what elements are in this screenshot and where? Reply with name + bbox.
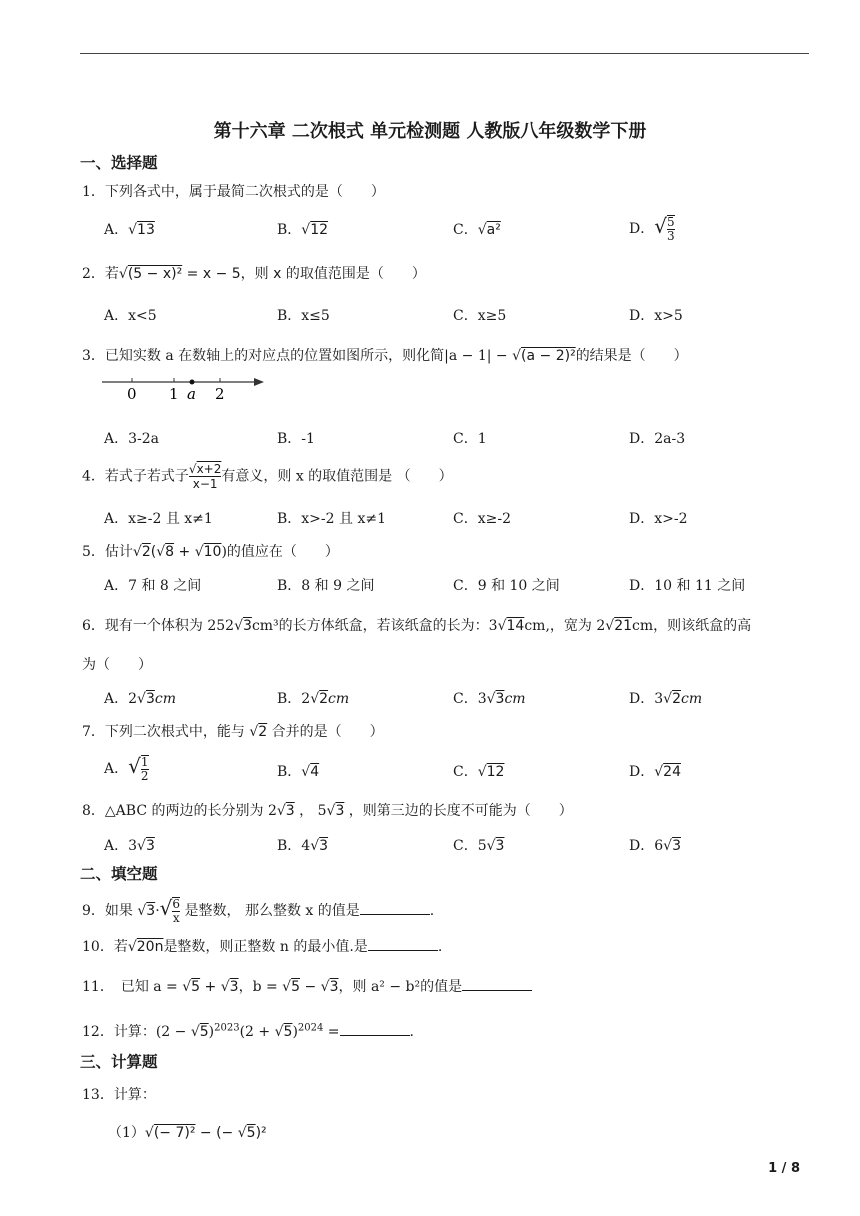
question-11: 11． 已知 a = √5 + √3，b = √5 − √3，则 a² − b²的值是 (82, 976, 532, 996)
question-12: 12．计算：$(2 - √5)^{2023}(2 + √5)^{2024}$ = . (82, 1022, 414, 1040)
question-1: 1．下列各式中，属于最简二次根式的是（ ） (82, 184, 385, 200)
q5-option-b[interactable]: B．8 和 9 之间 (277, 578, 375, 594)
q7-option-d[interactable]: D．√24 (629, 764, 681, 780)
tick-label-1: 1 (169, 385, 179, 403)
question-3: 3．已知实数 a 在数轴上的对应点的位置如图所示，则化简|a − 1| − √(a − 2)²的结果是（ ） (82, 348, 688, 364)
question-9: 9．如果 √3·√ $\frac{6}{x}$ 是整数， 那么整数 x 的值是 . (82, 896, 435, 925)
document-title: 第十六章 二次根式 单元检测题 人教版八年级数学下册 (213, 121, 647, 142)
section-heading-fill: 二、填空题 (80, 865, 158, 883)
header-rule (80, 53, 809, 54)
section-heading-choice: 一、选择题 (80, 154, 158, 172)
q8-option-d[interactable]: D．6√3 (629, 838, 681, 854)
question-2: 2．若√(5 − x)² = x − 5，则 x 的取值范围是（ ） (82, 266, 426, 282)
q7-option-b[interactable]: B．√4 (277, 764, 320, 780)
q4-option-c[interactable]: C．x≥-2 (453, 511, 511, 527)
q4-option-b[interactable]: B．x>-2 且 x≠1 (277, 511, 386, 527)
q3-option-b[interactable]: B．-1 (277, 431, 315, 447)
q5-option-a[interactable]: A．7 和 8 之间 (104, 578, 202, 594)
page-number: 1 / 8 (768, 1161, 800, 1176)
question-6: 6．现有一个体积为 252√3cm³的长方体纸盒，若该纸盒的长为：3√14cm,，宽为 2√21cm，则该纸盒的高 (82, 618, 752, 634)
q11-answer-blank[interactable] (462, 976, 532, 991)
q3-option-a[interactable]: A．3-2a (104, 431, 160, 447)
q6-option-a[interactable]: A．2√3cm (104, 691, 176, 707)
question-10: 10．若√20n是整数，则正整数 n 的最小值.是 . (82, 936, 442, 956)
q4-option-d[interactable]: D．x>-2 (629, 511, 688, 527)
q8-option-a[interactable]: A．3√3 (104, 838, 155, 854)
tick-label-0: 0 (127, 385, 137, 403)
q6-option-b[interactable]: B．2√2cm (277, 691, 350, 707)
question-6-line2: 为（ ） (82, 657, 152, 673)
tick-label-2: 2 (215, 385, 225, 403)
q3-option-d[interactable]: D．2a-3 (629, 431, 686, 447)
question-13-part-1: （1）√(− 7)² − (− √5)² (108, 1125, 267, 1141)
section-heading-calc: 三、计算题 (80, 1053, 158, 1071)
q2-option-d[interactable]: D．x>5 (629, 308, 683, 324)
q1-option-b[interactable]: B．√12 (277, 222, 329, 238)
q2-option-c[interactable]: C．x≥5 (453, 308, 507, 324)
q1-option-d[interactable]: D．√ $\frac{5}{3}$ (629, 214, 675, 243)
q2-option-b[interactable]: B．x≤5 (277, 308, 330, 324)
number-line-figure (100, 372, 270, 404)
q6-option-d[interactable]: D．3√2cm (629, 691, 703, 707)
q4-option-a[interactable]: A．x≥-2 且 x≠1 (104, 511, 213, 527)
q1-option-c[interactable]: C．√a² (453, 222, 501, 238)
q10-answer-blank[interactable] (368, 936, 438, 951)
q1-option-a[interactable]: A．√13 (104, 222, 155, 238)
q3-option-c[interactable]: C．1 (453, 431, 487, 447)
q2-option-a[interactable]: A．x<5 (104, 308, 157, 324)
q8-option-b[interactable]: B．4√3 (277, 838, 329, 854)
q5-option-c[interactable]: C．9 和 10 之间 (453, 578, 560, 594)
q6-option-c[interactable]: C．3√3cm (453, 691, 526, 707)
question-5: 5．估计√2(√8 + √10)的值应在（ ） (82, 544, 339, 560)
q8-option-c[interactable]: C．5√3 (453, 838, 505, 854)
q7-option-c[interactable]: C．√12 (453, 764, 505, 780)
q12-answer-blank[interactable] (340, 1021, 410, 1036)
point-label-a: a (187, 385, 196, 403)
q7-option-a[interactable]: A．√ $\frac{1}{2}$ (104, 754, 149, 783)
question-7: 7．下列二次根式中，能与 √2 合并的是（ ） (82, 724, 384, 740)
question-8: 8．△ABC 的两边的长分别为 2√3 ， 5√3 ，则第三边的长度不可能为（ ） (82, 803, 573, 819)
question-4: 4．若式子若式子 $\frac{√x+2}{x-1}$ 有意义，则 x 的取值范围是 （ ） (82, 462, 453, 491)
question-13: 13．计算： (82, 1087, 156, 1103)
q5-option-d[interactable]: D．10 和 11 之间 (629, 578, 746, 594)
q9-answer-blank[interactable] (360, 900, 430, 915)
